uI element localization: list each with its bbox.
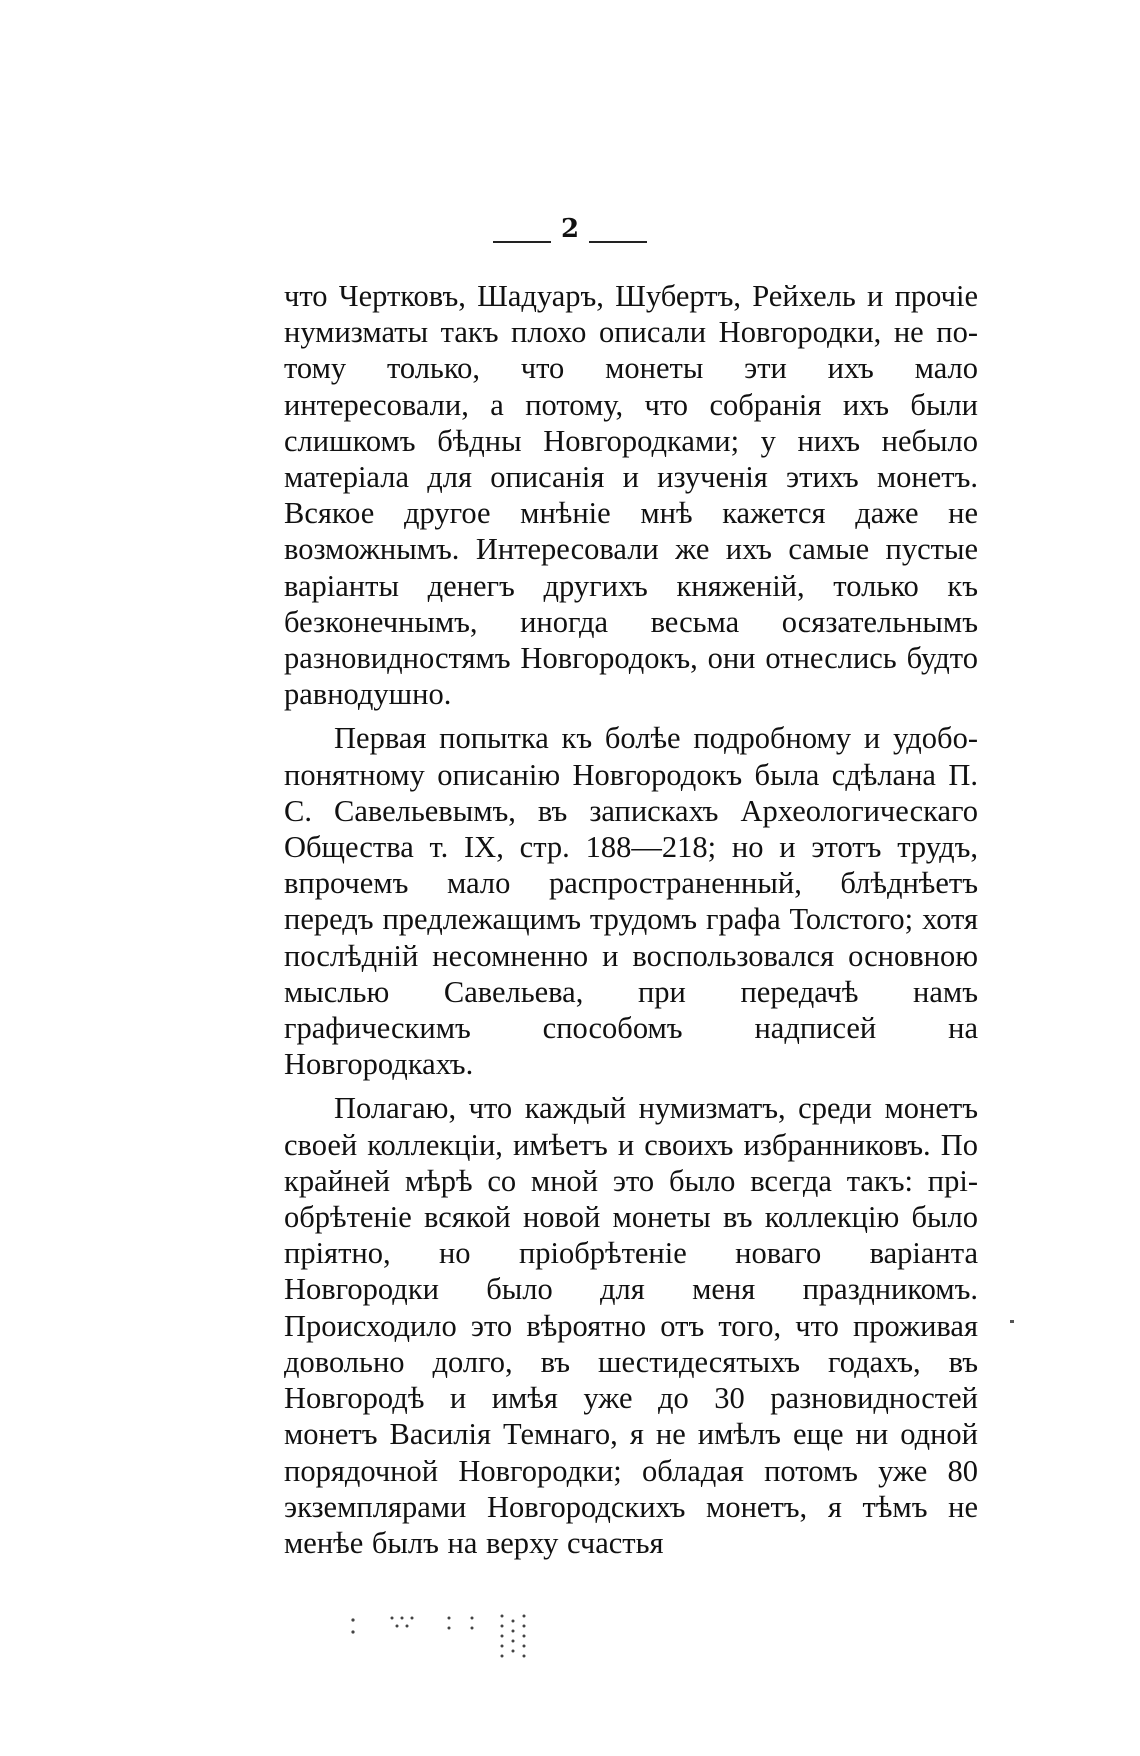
page-number: 2 <box>560 214 580 244</box>
scan-artifact-mark <box>1010 1320 1014 1323</box>
dots-graphic <box>350 1612 570 1662</box>
left-rule <box>493 241 551 243</box>
page-number-header <box>0 214 1140 244</box>
paragraph-2: Первая попытка къ болѣе подробному и удобопонятному описанію Новгородокъ была сдѣлана П. С. Савельевымъ, въ запискахъ Археологическаго Общества т. IX, стр. 188—218; но и этотъ трудъ, впрочемъ мало распространенный, блѣднѣетъ передъ предлежащимъ трудомъ графа Толстого; хотя послѣдній несомненно и воспользовался основною мыслью Савельева, при передачѣ намъ графическимъ способомъ надписей на Новгородкахъ. <box>284 721 978 1082</box>
scan-artifact-dots <box>350 1612 570 1662</box>
body-text <box>284 278 978 1569</box>
paragraph-3: Полагаю, что каждый нумизматъ, среди монетъ своей коллекціи, имѣетъ и своихъ избранниковъ. По крайней мѣрѣ со мной это было всегда такъ: пріобрѣтеніе всякой новой монеты въ коллекцію было пріятно, но пріобрѣтеніе новаго варіанта Новгородки было для меня праздникомъ. Происходило это вѣроятно отъ того, что проживая довольно долго, въ шестидесятыхъ годахъ, въ Новгородѣ и имѣя уже до 30 разновидностей монетъ Василія Темнаго, я не имѣлъ еще ни одной порядочной Новгородки; обладая потомъ уже 80 экземплярами Новгородскихъ монетъ, я тѣмъ не менѣе былъ на верху счастья <box>284 1091 978 1560</box>
right-rule <box>589 241 647 243</box>
paragraph-1: что Чертковъ, Шадуаръ, Шубертъ, Рейхель и прочіе нумизматы такъ плохо описали Новгородки, не потому только, что монеты эти ихъ мало интересовали, а потому, что собранія ихъ были слишкомъ бѣдны Новгородками; у нихъ небыло матеріала для описанія и изученія этихъ монетъ. Всякое другое мнѣніе мнѣ кажется даже не возможнымъ. Интересовали же ихъ самые пустые варіанты денегъ другихъ княженій, только къ безконечнымъ, иногда весьма осязательнымъ разновидностямъ Новгородокъ, они отнеслись будто равнодушно. <box>284 279 978 712</box>
